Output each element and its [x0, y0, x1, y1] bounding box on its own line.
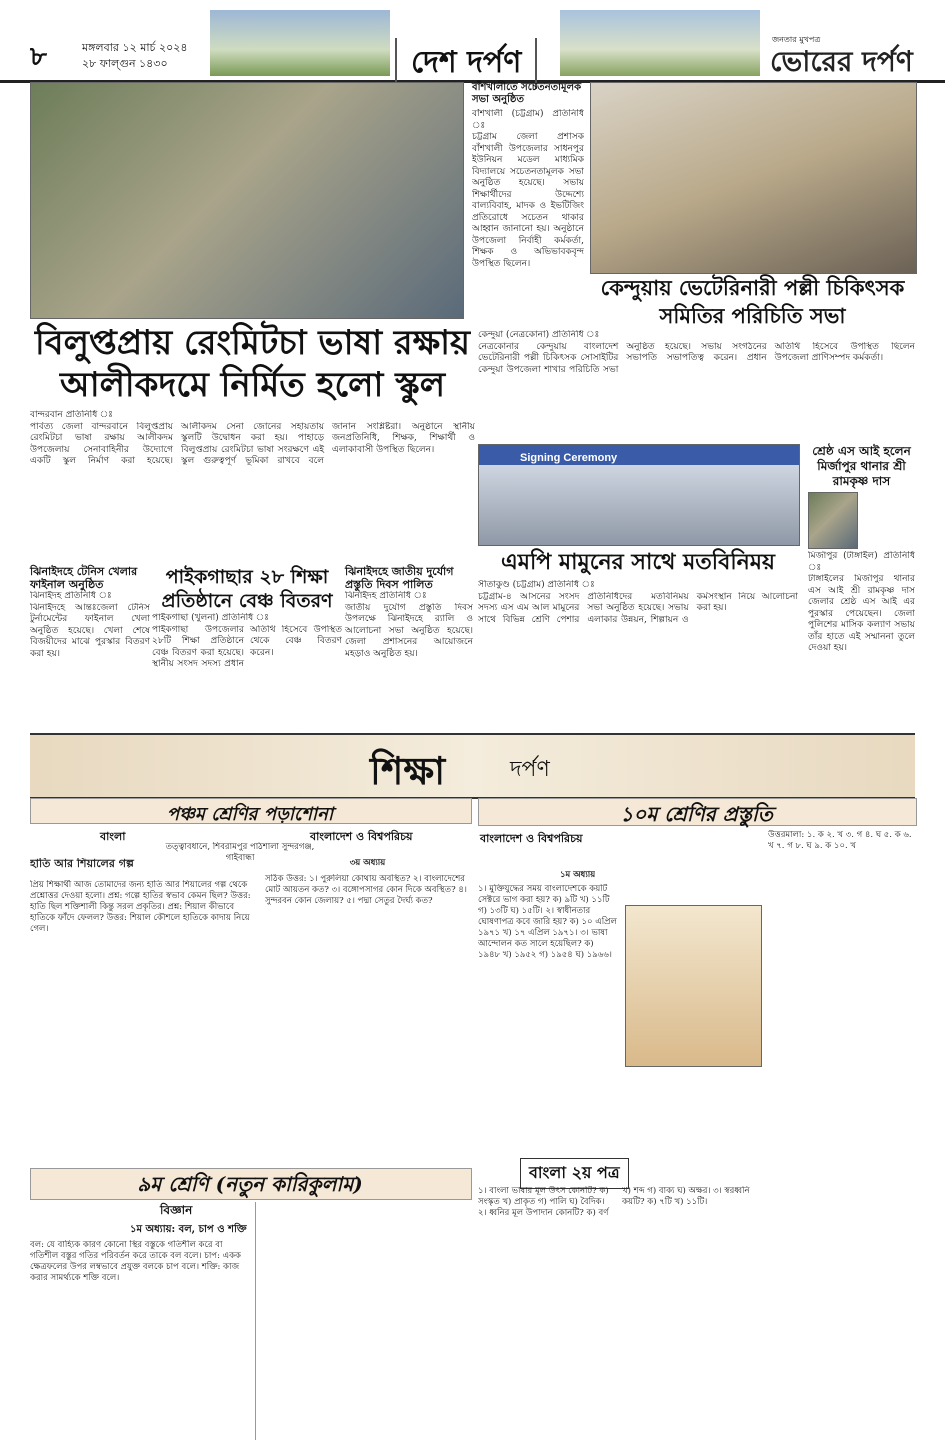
mp-byline: সীতাকুণ্ড (চট্টগ্রাম) প্রতিনিধি ঃ [478, 580, 595, 590]
disaster-day-story [345, 565, 473, 730]
issue-date-english: মঙ্গলবার ১২ মার্চ ২০২৪ [82, 41, 188, 54]
class10-bangla-title: বাংলা ২য় পত্র [520, 1158, 629, 1189]
tennis-story [30, 565, 150, 730]
mirzapur-headline: শ্রেষ্ঠ এস আই হলেন মির্জাপুর থানার শ্রী রামকৃষ্ণ দাস [812, 444, 911, 488]
issue-date-bangla: ২৮ ফাল্গুন ১৪৩০ [82, 57, 168, 70]
class9-right-column [255, 1202, 471, 1440]
class9-chapter: ১ম অধ্যায়: বল, চাপ ও শক্তি [130, 1224, 247, 1235]
tennis-body: ঝিনাইদহে আন্তঃজেলা টেনিস টুর্নামেন্টের ফাইনাল খেলা অনুষ্ঠিত হয়েছে। খেলা শেষে বিজয়ীদের মাঝে পুরস্কার বিতরণ করা হয়। [30, 602, 150, 659]
class5-author: তত্ত্বাবধানে, শিবরামপুর পাঠশালা সুন্দরগঞ্জ, গাইবান্ধা [165, 842, 315, 863]
tennis-headline: ঝিনাইদহে টেনিস খেলার ফাইনাল অনুষ্ঠিত [30, 565, 138, 591]
mirzapur-portrait [808, 492, 858, 549]
disaster-day-byline: ঝিনাইদহ প্রতিনিধি ঃ [345, 591, 427, 601]
header-scenery-left [210, 10, 390, 76]
class5-bangla-body: প্রিয় শিক্ষার্থী আজ তোমাদের জন্য হাতি আর শিয়ালের গল্প থেকে প্রশ্নোত্তর দেওয়া হলো। প্রশ্ন: গল্পে হাতির স্বভাব কেমন ছিল? উত্তর: হাতি ছিল শক্তিশালী কিন্তু সরল প্রকৃতির। প্রশ্ন: শিয়াল কীভাবে হাতিকে ফাঁদে ফেলল? উত্তর: শিয়াল কৌশলে হাতিকে কাদায় নিয়ে গেল। [30, 880, 251, 934]
header-scenery-right [560, 10, 760, 76]
mp-body: চট্টগ্রাম-৪ আসনের সংসদ সদস্য এস এম আল মামুনের সাথে বিভিন্ন শ্রেণি পেশার প্রতিনিধিদের মতবিনিময় সভা অনুষ্ঠিত হয়েছে। সভায় এলাকার উন্নয়ন, শিল্পায়ন ও কর্মসংস্থান নিয়ে আলোচনা করা হয়। [478, 591, 798, 625]
class10-illustration [625, 905, 762, 1067]
disaster-day-body: জাতীয় দুর্যোগ প্রস্তুতি দিবস উপলক্ষে ঝিনাইদহে র‍্যালি ও আলোচনা সভা অনুষ্ঠিত হয়েছে। জেলা প্রশাসনের আয়োজনে মহড়াও অনুষ্ঠিত হয়। [345, 602, 473, 659]
kendua-photo [590, 82, 917, 274]
education-banner-title: শিক্ষা [370, 748, 446, 793]
lead-story [30, 410, 475, 560]
lead-body: পার্বত্য জেলা বান্দরবানে বিলুপ্তপ্রায় রেংমিটচা ভাষা রক্ষায় আলীকদম উপজেলায় সেনাবাহিনীর উদ্যোগে একটি স্কুল নির্মাণ করা হয়েছে। আলীকদম সেনা জোনের সহায়তায় স্কুলটি উদ্বোধন করা হয়। পাহাড়ে বিলুপ্তপ্রায় রেংমিটচা ভাষা সংরক্ষণে এই স্কুল গুরুত্বপূর্ণ ভূমিকা রাখবে বলে জানান সংশ্লিষ্টরা। অনুষ্ঠানে স্থানীয় জনপ্রতিনিধি, শিক্ষক, শিক্ষার্থী ও এলাকাবাসী উপস্থিত ছিলেন। [30, 421, 475, 466]
lead-byline: বান্দরবান প্রতিনিধি ঃ [30, 410, 113, 420]
paikgachha-body: পাইকগাছা উপজেলার ২৮টি শিক্ষা প্রতিষ্ঠানে বেঞ্চ বিতরণ করা হয়েছে। স্থানীয় সংসদ সদস্য প্রধান অতিথি হিসেবে উপস্থিত থেকে বেঞ্চ বিতরণ করেন। [152, 624, 342, 669]
section-title: দেশ দর্পণ [395, 38, 537, 89]
page-number: ৮ [30, 42, 47, 72]
mirzapur-body: টাঙ্গাইলের মির্জাপুর থানার এস আই শ্রী রামকৃষ্ণ দাস জেলার শ্রেষ্ঠ এস আই এর পুরস্কার পেয়েছেন। জেলা পুলিশের মাসিক কল্যাণ সভায় তাঁর হাতে এই সম্মাননা তুলে দেওয়া হয়। [808, 574, 915, 653]
issue-date [82, 40, 188, 72]
class5-chapter: ৩য় অধ্যায় [349, 858, 386, 868]
class5-story-title-text: হাতি আর শিয়ালের গল্প [30, 858, 134, 870]
class5-subject-bangla: বাংলা [100, 830, 126, 843]
class9-body-left: বল: যে বাহ্যিক কারণ কোনো স্থির বস্তুকে গতিশীল করে বা গতিশীল বস্তুর গতির পরিবর্তন করে তাকে বল বলে। চাপ: একক ক্ষেত্রফলের উপর লম্বভাবে প্রযুক্ত বলকে চাপ বলে। শক্তি: কাজ করার সামর্থ্যকে শক্তি বলে। [30, 1240, 241, 1283]
paper-tagline: জনতার মুখপত্র [772, 35, 821, 44]
class10-answers: উত্তরমালা: ১. ক ২. খ ৩. গ ৪. ঘ ৫. ক ৬. খ ৭. গ ৮. ঘ ৯. ক ১০. খ [768, 830, 912, 851]
tennis-byline: ঝিনাইদহ প্রতিনিধি ঃ [30, 591, 112, 601]
mp-headline: এমপি মামুনের সাথে মতবিনিময় [501, 549, 775, 575]
class5-subject-bgs: বাংলাদেশ ও বিশ্বপরিচয় [310, 830, 413, 843]
mp-story [478, 580, 798, 730]
banskhali-headline: বাঁশখালীতে সচেতনতামূলক সভা অনুষ্ঠিত [472, 82, 582, 105]
class5-content [30, 858, 470, 1164]
paper-logo: ভোরের দর্পণ [770, 45, 913, 78]
kendua-body: নেত্রকোনার কেন্দুয়ায় বাংলাদেশ ভেটেরিনারী পল্লী চিকিৎসক সোসাইটির কেন্দুয়া উপজেলা শাখার পরিচিতি সভা অনুষ্ঠিত হয়েছে। সভায় সংগঠনের সভাপতি সভাপতিত্ব করেন। প্রধান অতিথি হিসেবে উপস্থিত ছিলেন উপজেলা প্রাণিসম্পদ কর্মকর্তা। [478, 341, 915, 375]
class5-title: পঞ্চম শ্রেণির পড়াশোনা [166, 804, 334, 825]
lead-headline-2: আলীকদমে নির্মিত হলো স্কুল [59, 365, 446, 405]
disaster-day-headline: ঝিনাইদহে জাতীয় দুর্যোগ প্রস্তুতি দিবস পালিত [345, 565, 454, 591]
signing-ceremony-sign: Signing Ceremony [520, 452, 618, 464]
education-banner [30, 733, 915, 799]
banskhali-byline: বাঁশখালী (চট্টগ্রাম) প্রতিনিধি ঃ [472, 109, 584, 131]
kendua-byline: কেন্দুয়া (নেত্রকোনা) প্রতিনিধি ঃ [478, 330, 600, 340]
class9-title: ৯ম শ্রেণি (নতুন কারিকুলাম) [137, 1172, 363, 1196]
mirzapur-byline: মির্জাপুর (টাঙ্গাইল) প্রতিনিধি ঃ [808, 551, 915, 573]
class10-chapter: ১ম অধ্যায় [560, 870, 596, 880]
lead-photo [30, 82, 464, 319]
class5-story-title [30, 858, 255, 876]
education-banner-subtitle: দর্পণ [510, 757, 550, 782]
class10-title: ১০ম শ্রেণির প্রস্তুতি [620, 802, 773, 826]
class10-body: ১। মুক্তিযুদ্ধের সময় বাংলাদেশকে কয়টি সেক্টরে ভাগ করা হয়? ক) ৯টি খ) ১১টি গ) ১৩টি ঘ) ১৫টি। ২। স্বাধীনতার ঘোষণাপত্র কবে জারি হয়? ক) ১০ এপ্রিল ১৯৭১ খ) ১৭ এপ্রিল ১৯৭১। ৩। ভাষা আন্দোলন কত সালে হয়েছিল? ক) ১৯৪৮ খ) ১৯৫২ গ) ১৯৫৪ ঘ) ১৯৬৬। [478, 884, 617, 960]
mirzapur-story [808, 444, 915, 734]
paikgachha-byline: পাইকগাছা (খুলনা) প্রতিনিধি ঃ [152, 613, 269, 623]
lead-headline-1: বিলুপ্তপ্রায় রেংমিটচা ভাষা রক্ষায় [34, 323, 471, 363]
kendua-headline-2: সমিতির পরিচিতি সভা [659, 303, 846, 328]
paikgachha-story [152, 565, 342, 730]
banskhali-body: চট্টগ্রাম জেলা প্রশাসক বাঁশখালী উপজেলার সাধনপুর ইউনিয়ন মডেল মাধ্যমিক বিদ্যালয়ে সচেতনতামূলক সভা অনুষ্ঠিত হয়েছে। সভায় শিক্ষার্থীদের উদ্দেশ্যে বাল্যবিবাহ, মাদক ও ইভটিজিং প্রতিরোধে সচেতন থাকার আহ্বান জানানো হয়। অনুষ্ঠানে উপজেলা নির্বাহী কর্মকর্তা, শিক্ষক ও অভিভাবকবৃন্দ উপস্থিত ছিলেন। [472, 132, 584, 269]
kendua-story [478, 330, 915, 442]
kendua-headline-1: কেন্দুয়ায় ভেটেরিনারী পল্লী চিকিৎসক [600, 275, 905, 300]
class9-subject: বিজ্ঞান [160, 1203, 193, 1217]
class10-subject: বাংলাদেশ ও বিশ্বপরিচয় [480, 832, 583, 845]
paikgachha-headline: পাইকগাছার ২৮ শিক্ষা প্রতিষ্ঠানে বেঞ্চ বিতরণ [161, 566, 333, 612]
class10-bangla-body: ১। বাংলা ভাষার মূল উৎস কোনটি? ক) সংস্কৃত খ) প্রাকৃত গ) পালি ঘ) বৈদিক। ২। ধ্বনির মূল উপাদান কোনটি? ক) বর্ণ খ) শব্দ গ) বাক্য ঘ) অক্ষর। ৩। স্বরধ্বনি কয়টি? ক) ৭টি খ) ১১টি। [478, 1186, 750, 1218]
class5-quiz: সঠিক উত্তর: ১। পুরুলিয়া কোথায় অবস্থিত? ২। বাংলাদেশের মোট আয়তন কত? ৩। বঙ্গোপসাগর কোন দিকে অবস্থিত? ৪। সুন্দরবন কোন জেলায়? ৫। পদ্মা সেতুর দৈর্ঘ্য কত? [265, 874, 467, 906]
